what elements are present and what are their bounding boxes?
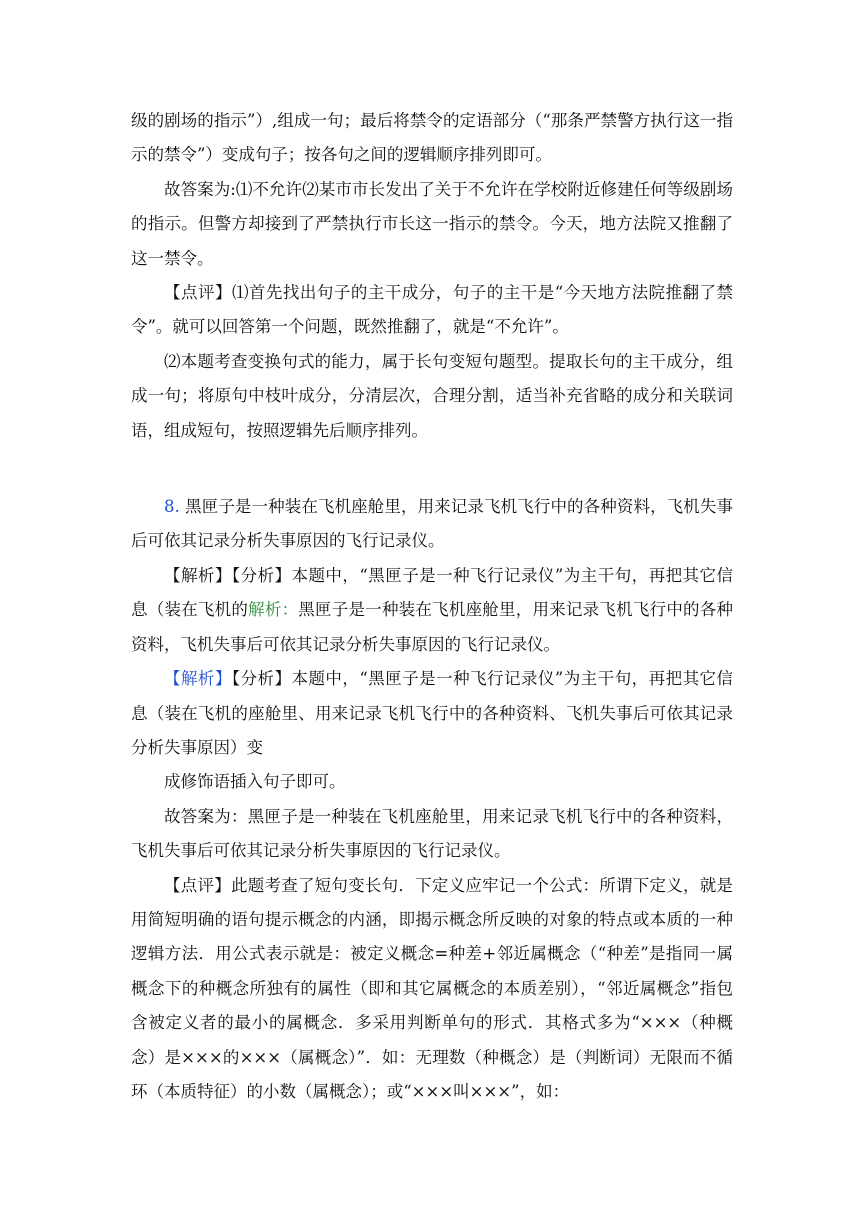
analysis-paragraph-2 (131, 662, 733, 765)
analysis-text-2: 黑匣子是一种装在飞机座舱里，用来记录飞机飞行中的各种资料，飞机失事后可依其记录分析失事原因的飞行记录仪。 (131, 600, 734, 654)
analysis-paragraph-1 (131, 559, 733, 662)
answer-paragraph: 故答案为：黑匣子是一种装在飞机座舱里，用来记录飞机飞行中的各种资料，飞机失事后可依其记录分析失事原因的飞行记录仪。 (131, 806, 733, 861)
document-page (131, 104, 733, 1109)
question-text: 黑匣子是一种装在飞机座舱里，用来记录飞机飞行中的各种资料，飞机失事后可依其记录分析失事原因的飞行记录仪。 (131, 497, 734, 551)
paragraph-continuation: 级的剧场的指示”）,组成一句；最后将禁令的定语部分（“那条严禁警方执行这一指示的禁令”）变成句子；按各句之间的逻辑顺序排列即可。 (131, 111, 733, 165)
comment-paragraph: 【点评】此题考查了短句变长句．下定义应牢记一个公式：所谓下定义，就是用简短明确的语句提示概念的内涵，即揭示概念所反映的对象的特点或本质的一种逻辑方法．用公式表示就是：被定义概念=种差+邻近属概念（“种差”是指同一属概念下的种概念所独有的属性（即和其它属概念的本质差别），“邻近属概念”指包含被定义者的最小的属概念．多采用判断单句的形式．其格式多为“×××（种概念）是×××的×××（属概念）”．如：无理数（种概念）是（判断词）无限而不循环（本质特征）的小数（属概念）；或“×××叫×××”，如： (131, 875, 733, 1101)
analysis-paragraph-3: 成修饰语插入句子即可。 (164, 772, 346, 792)
analysis-text: 【解析】【分析】本题中，“黑匣子是一种飞行记录仪”为主干句，再把其它信息（装在飞机的 (131, 565, 733, 620)
analysis-label-green: 解析： (248, 600, 299, 620)
paragraph-comment: 【点评】⑴首先找出句子的主干成分，句子的主干是“今天地方法院推翻了禁令”。就可以回答第一个问题，既然推翻了，就是“不允许”。 (131, 283, 733, 337)
section-gap (131, 448, 733, 490)
paragraph-answer: 故答案为:⑴不允许⑵某市市长发出了关于不允许在学校附近修建任何等级剧场的指示。但警方却接到了严禁执行市长这一指示的禁令。今天，地方法院又推翻了这一禁令。 (131, 179, 733, 268)
analysis-text-3: 【分析】本题中，“黑匣子是一种飞行记录仪”为主干句，再把其它信息（装在飞机的座舱里、用来记录飞机飞行中的各种资料、飞机失事后可依其记录分析失事原因）变 (131, 669, 734, 757)
question-number: 8. (164, 497, 180, 517)
question-8 (131, 490, 733, 559)
analysis-label-blue: 【解析】 (164, 669, 232, 689)
paragraph-comment-2: ⑵本题考查变换句式的能力，属于长句变短句题型。提取长句的主干成分，组成一句；将原句中枝叶成分，分清层次，合理分割，适当补充省略的成分和关联词语，组成短句，按照逻辑先后顺序排列。 (131, 351, 733, 440)
